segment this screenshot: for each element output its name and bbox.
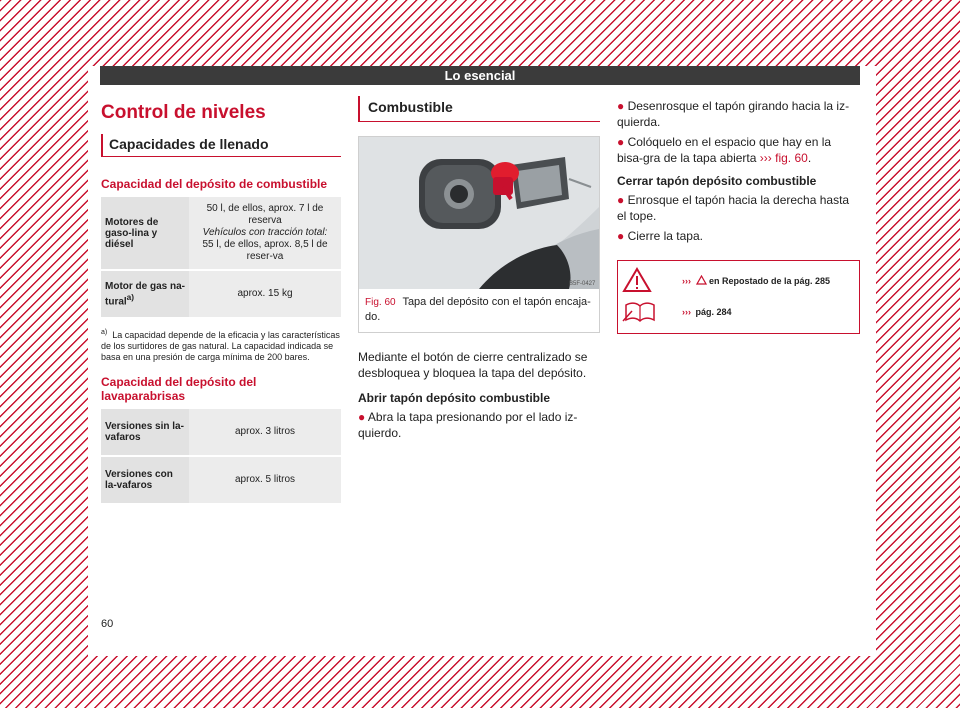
table-row [101,457,341,503]
arrow-icon: ››› [759,151,772,165]
table-cell-value: aprox. 5 litros [189,457,341,503]
table-cell-label: Versiones con la-vafaros [101,457,189,503]
list-item-text: Cierre la tapa. [627,229,703,243]
middle-column [358,96,600,445]
footnote [101,327,341,363]
table-cell-value [189,197,341,269]
list-item-text: Abra la tapa presionando por el lado iz-quierdo. [358,410,578,440]
right-column [617,96,860,334]
warning-small-icon [696,275,707,285]
footnote-text: La capacidad depende de la eficacia y las características de los surtidores de gas natural. La capacidad indicada se basa en una presión de carga mínima de 200 bares. [101,330,340,362]
bullet-icon: ● [358,410,366,424]
footnote-marker: a) [101,329,108,336]
value-line: 50 l, de ellos, aprox. 7 l de reserva [206,203,324,226]
table-row [101,197,341,269]
reference-text: en Repostado de la pág. 285 [709,276,831,286]
table-row [101,271,341,317]
figure-code: B5F-0427 [569,281,596,287]
list-item [617,228,860,244]
table-row [101,409,341,455]
book-icon [622,301,658,323]
list-item [617,134,860,166]
list-item-text: Colóquelo en el espacio que hay en la bisa-gra de la tapa abierta [617,135,832,165]
header-bar: Lo esencial [100,66,860,85]
page-reference[interactable] [682,307,732,317]
figure-caption [359,289,599,332]
figure-box [358,136,600,333]
intro-paragraph: Mediante el botón de cierre centralizado se desbloquea y bloquea la tapa del depósito. [358,350,588,380]
fuel-table-title: Capacidad del depósito de combustible [101,177,328,191]
bullet-icon: ● [617,135,625,149]
value-line: Vehículos con tracción total: [202,227,328,238]
section-title: Control de niveles [101,102,266,123]
close-procedure-title: Cerrar tapón depósito combustible [617,174,817,188]
bullet-icon: ● [617,193,625,207]
list-item-text: Desenrosque el tapón girando hacia la iz-quierda. [617,99,850,129]
warning-icon [622,267,652,293]
washer-capacity-table [101,407,341,505]
table-cell-label: Motores de gaso-lina y diésel [101,197,189,269]
bullet-icon: ● [617,99,625,113]
figure-label: Fig. 60 [365,297,396,308]
left-column [101,96,341,505]
value-line: 55 l, de ellos, aprox. 8,5 l de reser-va [202,239,328,262]
warning-reference[interactable] [682,275,830,286]
table-cell-value: aprox. 15 kg [189,271,341,317]
table-cell-label: Versiones sin la-vafaros [101,409,189,455]
subsection-title: Capacidades de llenado [101,134,341,157]
page-number: 60 [101,618,114,630]
list-item-text: Enrosque el tapón hacia la derecha hasta el tope. [617,193,850,223]
footnote-ref: a) [126,291,135,302]
table-cell-label [101,271,189,317]
figure-link[interactable]: fig. 60 [775,151,808,165]
list-item [617,98,860,130]
fuel-capacity-table [101,195,341,319]
combustible-title: Combustible [358,96,600,122]
arrow-icon: ››› [682,276,691,286]
list-item [358,409,600,441]
table-cell-value: aprox. 3 litros [189,409,341,455]
label-text: Motor de gas na-tural [105,280,186,308]
list-item-tail: . [807,151,812,165]
arrow-icon: ››› [682,307,691,317]
washer-table-title: Capacidad del depósito del lavaparabrisas [101,375,257,403]
reference-notice [617,260,860,334]
list-item [617,192,860,224]
reference-text: pág. 284 [695,307,732,317]
fuel-cap-illustration [359,137,599,289]
figure-caption-text: Tapa del depósito con el tapón encaja-do. [365,296,591,323]
bullet-icon: ● [617,229,625,243]
open-procedure-title: Abrir tapón depósito combustible [358,391,551,405]
